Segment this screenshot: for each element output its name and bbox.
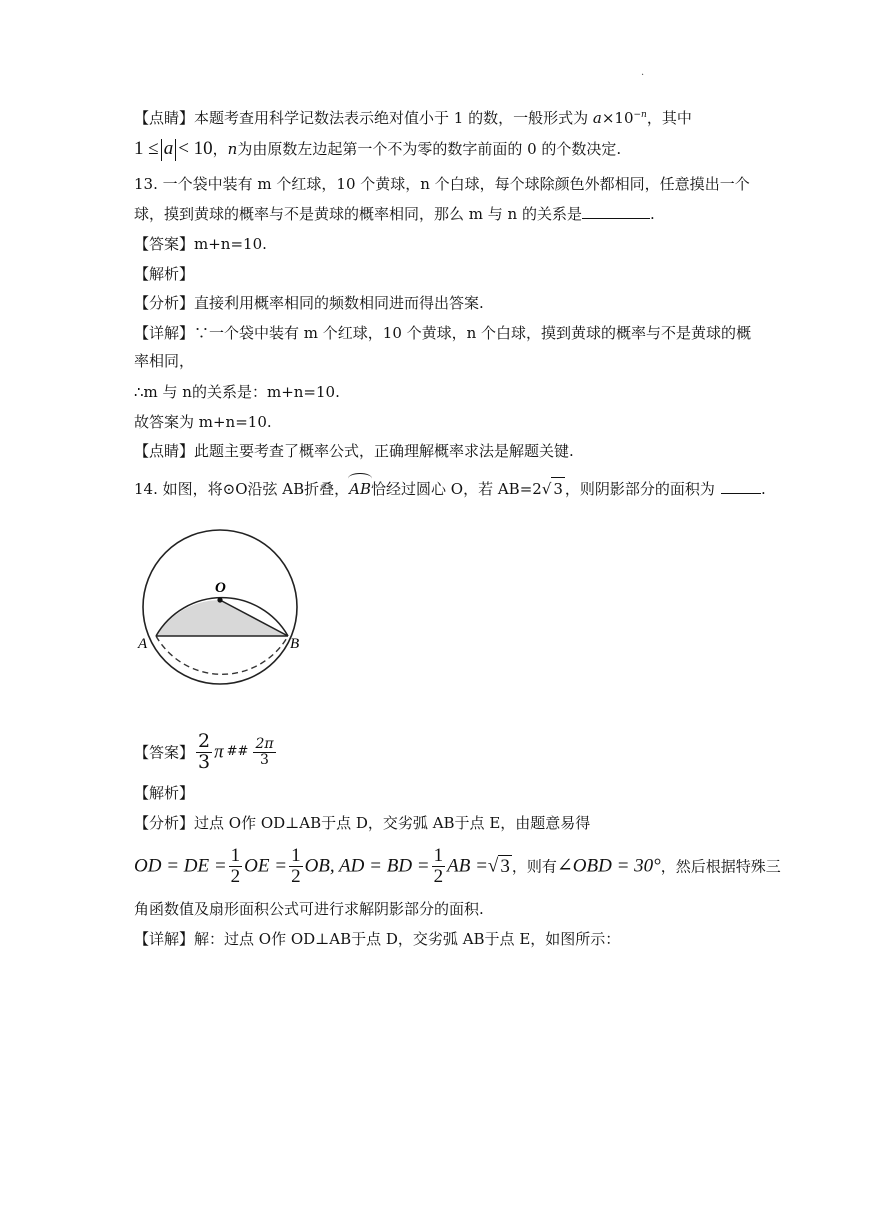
- xiangjie-label: 【详解】: [134, 930, 195, 948]
- eq-half-3: [432, 846, 446, 887]
- q13-line2: [134, 203, 655, 225]
- q14-number: 14.: [134, 480, 158, 498]
- header-mark: ·: [641, 70, 645, 81]
- q13-answer: [134, 233, 267, 255]
- eq-part1: OD = DE =: [134, 855, 227, 877]
- q13-answer-blank: [582, 204, 650, 219]
- sqrt-value: 3: [551, 477, 565, 500]
- inequality-rhs: < 10: [178, 138, 213, 159]
- answer-fraction-2: [253, 737, 275, 767]
- eq-tail-a: ，则有: [511, 857, 557, 876]
- q14-analysis-label: 【解析】: [134, 784, 195, 802]
- xiangjie-text: 解：过点 O作 OD⊥AB于点 D，交劣弧 AB于点 E，如图所示：: [194, 930, 621, 948]
- q13-xiangjie2: 率相同，: [134, 352, 195, 370]
- frac-den: 2: [230, 865, 241, 887]
- q14-text-b: 恰经过圆心 O，若 AB=2: [371, 480, 542, 498]
- answer-label: 【答案】: [134, 743, 195, 762]
- eq-part2: OE =: [244, 855, 288, 877]
- formula-times10: ×10: [601, 109, 634, 127]
- q13-text2: 球，摸到黄球的概率与不是黄球的概率相同，那么 m 与 n 的关系是: [134, 205, 582, 223]
- q13-analysis-label: 【解析】: [134, 265, 195, 283]
- xiangjie-label: 【详解】: [134, 324, 195, 342]
- center-point: [217, 597, 222, 602]
- note-text: 本题考查用科学记数法表示绝对值小于 1 的数，一般形式为: [194, 109, 593, 127]
- eq-sqrt: 3: [500, 855, 510, 877]
- q14-text-end: .: [760, 480, 766, 498]
- q14-equation-line: OD = DE = $\frac{1}{2}$ OE = $\frac{1}{2}$ OB, AD = BD = $\frac{1}{2}$ AB =√ 3 ，则有∠OBD = 30°，然后根据特殊三: [134, 845, 781, 887]
- q13-line1: [134, 173, 750, 195]
- eq-angle: ∠OBD = 30°: [556, 855, 661, 877]
- fenxi-text1: 过点 O作 OD⊥AB于点 D，交劣弧 AB于点 E，由题意易得: [194, 814, 591, 832]
- answer-pi: π: [214, 741, 224, 763]
- fenxi-text: 直接利用概率相同的频数相同进而得出答案.: [194, 294, 484, 312]
- answer-fraction-1: [196, 732, 212, 773]
- abs-bar-left: [161, 139, 162, 161]
- note-label: 【点睛】: [134, 109, 195, 127]
- q14-text-c: ，则阴影部分的面积为: [564, 480, 715, 498]
- p12-note-line2: 1 ≤ a < 10，n为由原数左边起第一个不为零的数字前面的 0 的个数决定.: [134, 138, 622, 159]
- answer-text: m+n=10.: [194, 235, 267, 253]
- q13-xiangjie3: ∴m 与 n的关系是：m+n=10.: [134, 383, 340, 401]
- label-a: A: [138, 636, 148, 652]
- circle-fold-figure: [132, 516, 312, 696]
- shaded-region: [156, 600, 288, 636]
- abs-bar-right: [175, 139, 176, 161]
- dianjing-text: 此题主要考查了概率公式，正确理解概率求法是解题关键.: [194, 442, 574, 460]
- frac-den: 3: [198, 750, 211, 773]
- label-b: B: [290, 636, 300, 652]
- q13-fenxi: [134, 292, 484, 314]
- frac-num: 1: [230, 845, 241, 866]
- p12-note-line1: [134, 104, 692, 129]
- answer-label: 【答案】: [134, 235, 195, 253]
- inequality-lhs: 1 ≤: [134, 138, 159, 159]
- frac-den: 2: [433, 865, 444, 887]
- note-text-end: ，其中: [646, 109, 692, 127]
- q13-dianjing: [134, 440, 574, 462]
- q13-text1: 一个袋中装有 m 个红球，10 个黄球，n 个白球，每个球除颜色外都相同，任意摸出一个: [162, 175, 750, 193]
- fenxi-label: 【分析】: [134, 294, 195, 312]
- note-line2-text: 为由原数左边起第一个不为零的数字前面的 0 的个数决定.: [237, 140, 622, 158]
- frac-num: 1: [433, 845, 444, 866]
- dianjing-label: 【点睛】: [134, 442, 195, 460]
- q14-text-a: 如图，将⊙O沿弦 AB折叠，: [162, 480, 350, 498]
- q13-xiangjie4: 故答案为 m+n=10.: [134, 413, 272, 431]
- eq-part3: OB, AD = BD =: [304, 855, 430, 877]
- q13-xiangjie1: [134, 322, 751, 344]
- original-arc-dashed: [156, 636, 288, 674]
- q14-answer-blank: [721, 479, 761, 494]
- frac-den: 3: [260, 751, 269, 768]
- q14-xiangjie: [134, 928, 620, 950]
- frac-num: 2: [198, 730, 211, 752]
- eq-half-2: [289, 846, 303, 887]
- frac-num: 2π: [255, 736, 274, 753]
- arc-ab-label: AB: [349, 472, 371, 500]
- q14-answer: [134, 732, 278, 773]
- label-o: O: [215, 580, 226, 596]
- q13-number: 13.: [134, 175, 158, 193]
- q14-fenxi1: [134, 812, 590, 834]
- answer-separator: ##: [226, 744, 249, 760]
- q13-text2-end: .: [649, 205, 655, 223]
- formula-exponent: −n: [633, 110, 647, 120]
- q14-fenxi3: 角函数值及扇形面积公式可进行求解阴影部分的面积.: [134, 900, 484, 918]
- frac-num: 1: [291, 845, 301, 866]
- inequality-a: a: [163, 138, 174, 159]
- xiangjie-text1: ∵一个袋中装有 m 个红球，10 个黄球，n 个白球，摸到黄球的概率与不是黄球的概: [194, 324, 752, 342]
- var-n: n: [227, 140, 238, 158]
- formula-a: a: [592, 109, 602, 127]
- eq-tail-b: ，然后根据特殊三: [660, 857, 781, 876]
- fenxi-label: 【分析】: [134, 814, 195, 832]
- eq-half-1: [229, 846, 243, 887]
- frac-den: 2: [291, 865, 301, 887]
- q14-line1: 14. 如图，将⊙O沿弦 AB折叠，AB恰经过圆心 O，若 AB=2√ 3 ，则阴影部分的面积为 .: [134, 472, 766, 500]
- eq-part4: AB =: [447, 855, 488, 877]
